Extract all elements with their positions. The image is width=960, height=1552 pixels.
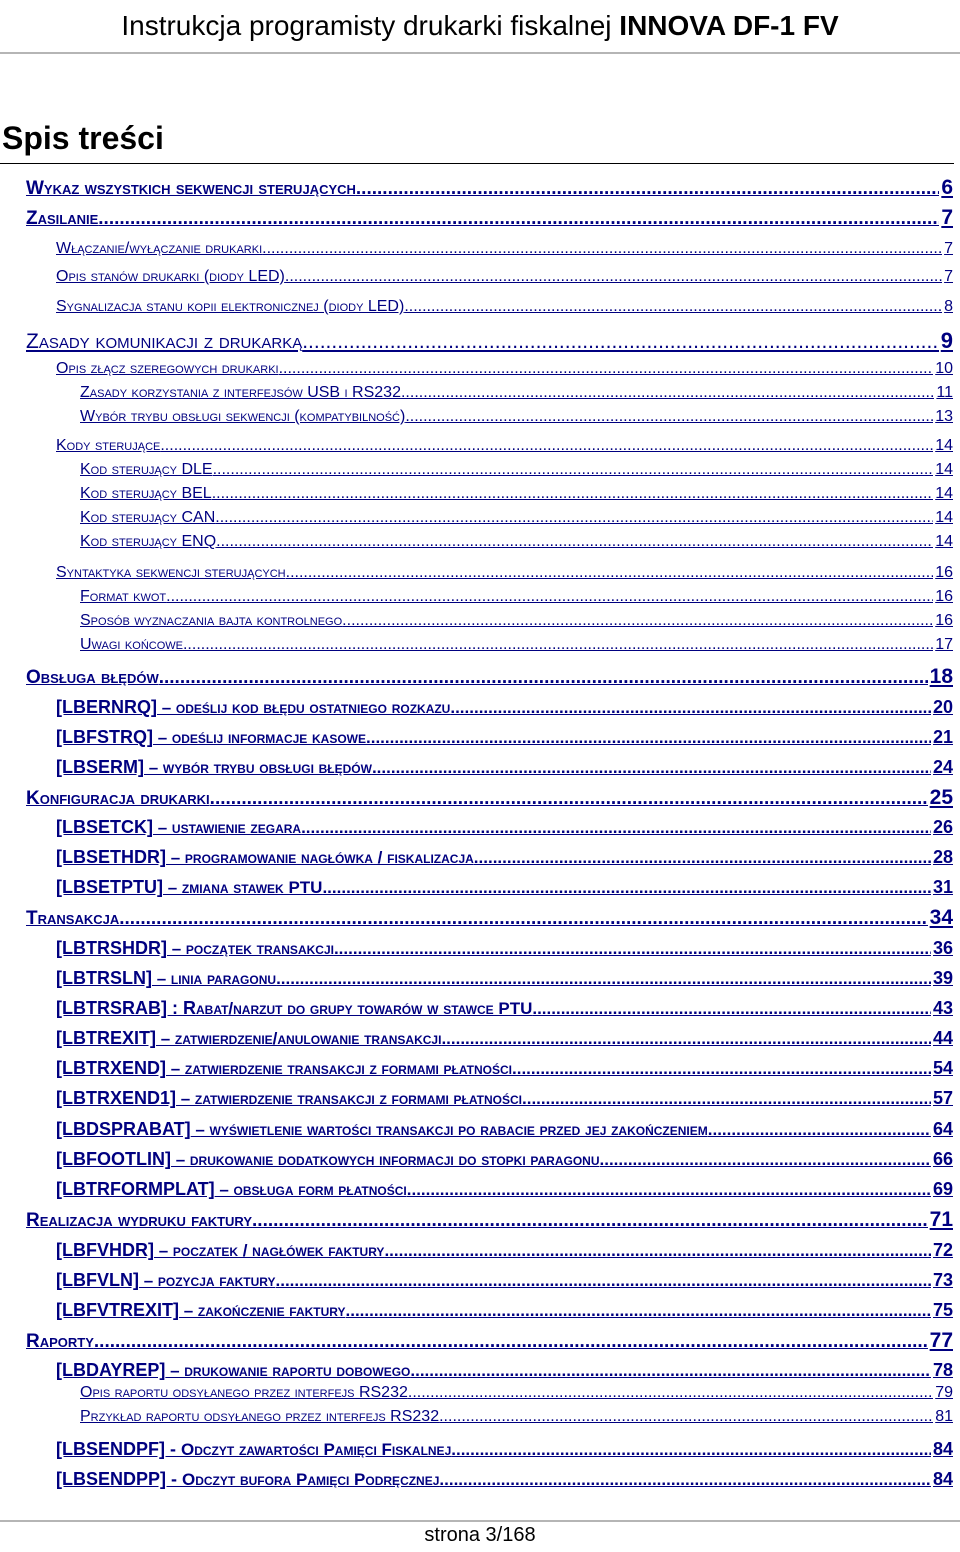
toc-entry-title	[26, 1331, 94, 1353]
toc-leader-dots	[276, 969, 931, 989]
toc-entry-code: [LBSETCK]	[56, 817, 153, 837]
toc-entry-text: Kod sterujący ENQ	[80, 533, 217, 550]
toc-leader-dots	[372, 758, 931, 778]
toc-leader-dots	[404, 298, 942, 316]
toc-entry-text: Odczyt zawartości Pamięci Fiskalnej	[181, 1440, 452, 1459]
toc-entry-title	[56, 1058, 512, 1079]
toc-entry[interactable]	[80, 408, 953, 426]
toc-entry-title	[56, 1119, 708, 1140]
toc-entry-text: Realizacja wydruku faktury	[26, 1210, 253, 1231]
toc-page-number: 44	[932, 1028, 953, 1048]
toc-leader-dots	[405, 408, 933, 426]
toc-entry-code: [LBFVLN]	[56, 1270, 139, 1290]
toc-page-number: 26	[932, 817, 953, 837]
toc-entry[interactable]	[26, 1329, 953, 1353]
toc-entry-title	[56, 1439, 451, 1460]
toc-entry[interactable]	[56, 847, 953, 868]
toc-entry-text: Kod sterujący DLE	[80, 461, 213, 478]
toc-leader-dots	[512, 1059, 931, 1079]
toc-page-number: 75	[932, 1300, 953, 1320]
toc-entry-text: Syntaktyka sekwencji sterujących	[56, 564, 286, 581]
toc-leader-dots	[215, 509, 933, 527]
toc-entry-text: Transakcja	[26, 908, 120, 929]
toc-entry-code: [LBSETHDR]	[56, 847, 166, 867]
toc-entry[interactable]	[56, 1028, 953, 1049]
toc-entry-text: – zatwierdzenie transakcji z formami płatności	[176, 1089, 522, 1108]
toc-leader-dots	[216, 533, 933, 551]
toc-entry-text: Kod sterujący CAN	[80, 509, 216, 526]
toc-leader-dots	[342, 612, 933, 630]
toc-entry-text: Zasady komunikacji z drukarką	[26, 330, 303, 353]
toc-entry-title	[56, 240, 262, 258]
toc-entry[interactable]	[26, 328, 953, 354]
toc-entry[interactable]	[56, 938, 953, 959]
toc-leader-dots	[708, 1120, 931, 1140]
toc-entry[interactable]	[80, 533, 953, 551]
toc-entry[interactable]	[56, 268, 953, 286]
toc-entry[interactable]	[56, 1439, 953, 1460]
toc-page-number: 14	[935, 509, 953, 526]
toc-entry[interactable]	[56, 298, 953, 316]
toc-entry[interactable]	[80, 1408, 953, 1426]
toc-entry-text: Format kwot	[80, 588, 167, 605]
toc-entry-text: – zatwierdzenie transakcji z formami płatności	[166, 1059, 512, 1078]
toc-leader-dots	[408, 1384, 933, 1402]
toc-page-number: 17	[935, 636, 953, 653]
toc-leader-dots	[474, 848, 931, 868]
toc-page-number: 14	[935, 533, 953, 550]
toc-page-number: 54	[932, 1058, 953, 1078]
toc-page-number: 14	[935, 485, 953, 502]
toc-entry-title	[56, 697, 450, 718]
toc-entry-code: [LBTRXEND]	[56, 1058, 166, 1078]
toc-entry-code: [LBERNRQ]	[56, 697, 157, 717]
toc-entry-title	[56, 564, 286, 582]
toc-entry-code: [LBSETPTU]	[56, 877, 163, 897]
toc-entry-title	[56, 1149, 600, 1170]
toc-entry-code: [LBDAYREP]	[56, 1360, 166, 1380]
toc-page-number: 78	[932, 1360, 953, 1380]
toc-entry[interactable]	[26, 176, 953, 200]
toc-entry-title	[80, 533, 216, 551]
toc-entry-title	[80, 636, 183, 654]
toc-page-number: 72	[932, 1240, 953, 1260]
toc-entry-title	[56, 877, 322, 898]
toc-leader-dots	[532, 999, 931, 1019]
toc-page-number: 79	[935, 1384, 953, 1401]
toc-entry-title	[80, 1408, 439, 1426]
toc-page-number: 7	[941, 206, 953, 229]
toc-entry-text: Zasady korzystania z interfejsów USB i RS232	[80, 384, 401, 401]
toc-entry-text: Raporty	[26, 1331, 94, 1352]
toc-page-number: 39	[932, 968, 953, 988]
toc-entry-text: – ustawienie zegara	[153, 818, 302, 837]
toc-entry[interactable]	[56, 1149, 953, 1170]
toc-entry-title	[26, 667, 159, 689]
toc-entry-code: [LBFVHDR]	[56, 1240, 154, 1260]
toc-entry-text: Zasilanie	[26, 208, 99, 229]
toc-entry[interactable]	[56, 757, 953, 778]
toc-entry-title	[80, 509, 215, 527]
toc-page-number: 71	[929, 1208, 953, 1231]
toc-leader-dots	[407, 1180, 931, 1200]
toc-entry[interactable]	[26, 206, 953, 230]
toc-leader-dots	[346, 1301, 931, 1321]
toc-page-number: 34	[929, 906, 953, 929]
toc-entry[interactable]	[56, 877, 953, 898]
toc-entry-title	[56, 998, 532, 1019]
header-divider	[0, 52, 960, 54]
toc-entry-text: Wykaz wszystkich sekwencji sterujących	[26, 178, 356, 199]
toc-leader-dots	[286, 564, 934, 582]
toc-entry-code: [LBSENDPP] -	[56, 1469, 182, 1489]
toc-leader-dots	[600, 1150, 931, 1170]
toc-page-number: 6	[941, 176, 953, 199]
toc-leader-dots	[302, 330, 939, 354]
toc-entry-code: [LBFVTREXIT]	[56, 1300, 179, 1320]
toc-entry-title	[80, 408, 405, 426]
toc-page-number: 84	[932, 1439, 953, 1459]
toc-entry-text: – wybór trybu obsługi błędów	[144, 758, 372, 777]
toc-entry-title	[56, 757, 372, 778]
toc-entry[interactable]	[26, 665, 953, 689]
toc-heading: Spis treści	[2, 120, 164, 156]
toc-page-number: 36	[932, 938, 953, 958]
toc-entry-title	[26, 788, 210, 810]
toc-entry[interactable]	[56, 727, 953, 748]
toc-leader-dots	[183, 636, 933, 654]
toc-leader-dots	[210, 788, 928, 810]
toc-entry-title	[80, 384, 401, 402]
toc-entry-text: – obsługa form płatności	[214, 1180, 407, 1199]
toc-entry-text: Obsługa błędów	[26, 667, 159, 688]
toc-entry-text: – poczatek / nagłówek faktury	[153, 1241, 385, 1260]
toc-page-number: 10	[935, 360, 953, 377]
toc-entry[interactable]	[56, 1270, 953, 1291]
toc-leader-dots	[160, 437, 933, 455]
toc-entry-title	[26, 330, 302, 354]
toc-page-number: 69	[932, 1179, 953, 1199]
toc-entry-text: – początek transakcji	[166, 939, 334, 958]
toc-entry[interactable]	[26, 906, 953, 930]
toc-page-number: 66	[932, 1149, 953, 1169]
toc-entry-title	[56, 360, 279, 378]
toc-entry[interactable]	[56, 1240, 953, 1261]
toc-entry-code: [LBSENDPF] -	[56, 1439, 181, 1459]
toc-entry-text: Konfiguracja drukarki	[26, 788, 210, 809]
toc-entry-text: – pozycja faktury	[138, 1271, 276, 1290]
toc-entry-title	[56, 1179, 407, 1200]
toc-entry[interactable]	[56, 968, 953, 989]
toc-entry-title	[56, 1360, 410, 1381]
toc-leader-dots	[439, 1408, 933, 1426]
toc-entry-text: Opis raportu odsyłanego przez interfejs RS232	[80, 1384, 408, 1401]
toc-entry-text: Wybór trybu obsługi sekwencji (kompatybilność)	[80, 408, 406, 425]
toc-page-number: 16	[935, 564, 953, 581]
toc-page-number: 9	[940, 328, 953, 353]
toc-entry-text: – odeślij kod błędu ostatniego rozkazu	[157, 698, 451, 717]
toc-entry[interactable]	[80, 461, 953, 479]
toc-entry-title	[80, 588, 166, 606]
toc-entry[interactable]	[56, 697, 953, 718]
toc-entry-text: – programowanie nagłówka / fiskalizacja	[166, 848, 474, 867]
toc-entry[interactable]	[56, 1300, 953, 1321]
toc-entry-code: [LBDSPRABAT]	[56, 1119, 191, 1139]
toc-entry[interactable]	[56, 1058, 953, 1079]
toc-entry-text: Sposób wyznaczania bajta kontrolnego	[80, 612, 343, 629]
toc-leader-dots	[522, 1089, 931, 1109]
toc-page-number: 31	[932, 877, 953, 897]
toc-leader-dots	[451, 1440, 931, 1460]
toc-entry-title	[56, 1240, 384, 1261]
toc-leader-dots	[410, 1361, 931, 1381]
toc-entry[interactable]	[56, 360, 953, 378]
toc-leader-dots	[384, 1241, 931, 1261]
toc-page-number: 16	[935, 588, 953, 605]
toc-leader-dots	[213, 461, 934, 479]
toc-page-number: 14	[935, 461, 953, 478]
toc-entry-text: – zmiana stawek PTU	[163, 878, 323, 897]
toc-page-number: 7	[944, 240, 953, 257]
toc-entry-title	[56, 968, 276, 989]
toc-page-number: 18	[929, 665, 953, 688]
toc-entry-text: Opis stanów drukarki (diody LED)	[56, 268, 285, 285]
toc-leader-dots	[252, 1210, 928, 1232]
toc-entry-code: [LBSERM]	[56, 757, 144, 777]
toc-leader-dots	[301, 818, 931, 838]
toc-entry[interactable]	[80, 485, 953, 503]
toc-entry-title	[56, 1270, 276, 1291]
toc-entry[interactable]	[56, 1469, 953, 1490]
toc-page-number: 57	[932, 1088, 953, 1108]
toc-page-number: 28	[932, 847, 953, 867]
toc-leader-dots	[441, 1029, 931, 1049]
toc-page-number: 64	[932, 1119, 953, 1139]
toc-entry-title	[26, 208, 98, 230]
toc-entry-text: – zatwierdzenie/anulowanie transakcji	[155, 1029, 442, 1048]
document-title	[121, 10, 838, 42]
page-number: strona 3/168	[424, 1524, 536, 1546]
toc-entry-code: [LBTRSLN]	[56, 968, 152, 988]
toc-entry-text: abat/narzut do grupy towarów w stawce PTU	[195, 999, 533, 1018]
toc-entry[interactable]	[56, 240, 953, 258]
toc-page-number: 13	[935, 408, 953, 425]
toc-leader-dots	[279, 360, 934, 378]
toc-entry-text: Włączanie/wyłączanie drukarki	[56, 240, 263, 257]
toc-entry[interactable]	[56, 1119, 953, 1140]
toc-entry-text: – linia paragonu	[151, 969, 277, 988]
toc-entry[interactable]	[56, 998, 953, 1019]
title-bold: INNOVA DF-1 FV	[619, 10, 839, 41]
toc-entry-title	[26, 178, 356, 200]
toc-entry-title	[56, 1028, 441, 1049]
toc-page-number: 77	[929, 1329, 953, 1352]
toc-entry[interactable]	[80, 1384, 953, 1402]
toc-leader-dots	[166, 588, 933, 606]
toc-entry[interactable]	[56, 437, 953, 455]
toc-entry-title	[80, 1384, 408, 1402]
toc-entry[interactable]	[56, 817, 953, 838]
toc-page-number: 81	[935, 1408, 953, 1425]
toc-entry-text: Kody sterujące	[56, 437, 161, 454]
toc-leader-dots	[334, 939, 931, 959]
toc-entry-title	[56, 1469, 439, 1490]
page-header	[0, 0, 960, 52]
toc-page-number: 16	[935, 612, 953, 629]
toc-entry-title	[26, 908, 119, 930]
toc-page-number: 24	[932, 757, 953, 777]
toc-entry[interactable]	[80, 384, 953, 402]
toc-leader-dots	[285, 268, 942, 286]
toc-entry-code: [LBTREXIT]	[56, 1028, 156, 1048]
toc-entry-text: – zakończenie faktury	[179, 1301, 346, 1320]
toc-entry-code: [LBTRFORMPLAT]	[56, 1179, 215, 1199]
toc-entry-text: Sygnalizacja stanu kopii elektronicznej (diody LED)	[56, 298, 405, 315]
toc-leader-dots	[450, 698, 931, 718]
toc-entry[interactable]	[26, 786, 953, 810]
toc-leader-dots	[94, 1331, 928, 1353]
toc-entry-code: [LBTRSRAB] : R	[56, 998, 196, 1018]
toc-leader-dots	[322, 878, 931, 898]
toc-entry[interactable]	[80, 509, 953, 527]
toc-page-number: 25	[929, 786, 953, 809]
toc-entry-code: [LBFSTRQ]	[56, 727, 153, 747]
toc-leader-dots	[159, 667, 928, 689]
toc-page-number: 8	[944, 298, 953, 315]
toc-entry-text: Odczyt bufora Pamięci Podręcznej	[182, 1470, 440, 1489]
toc-leader-dots	[401, 384, 934, 402]
toc-entry[interactable]	[56, 1360, 953, 1381]
toc-entry[interactable]	[80, 636, 953, 654]
toc-entry-code: [LBTRSHDR]	[56, 938, 167, 958]
toc-page-number: 73	[932, 1270, 953, 1290]
toc-entry[interactable]	[56, 564, 953, 582]
toc-entry-title	[56, 437, 160, 455]
toc-entry[interactable]	[80, 588, 953, 606]
toc-leader-dots	[212, 485, 934, 503]
toc-entry-title	[56, 1088, 522, 1109]
toc-entry-code: [LBTRXEND1]	[56, 1088, 176, 1108]
toc-entry[interactable]	[26, 1208, 953, 1232]
toc-entry-text: Opis złącz szeregowych drukarki	[56, 360, 279, 377]
toc-entry-title	[56, 847, 474, 868]
toc-page-number: 84	[932, 1469, 953, 1489]
title-regular: Instrukcja programisty drukarki fiskalnej	[121, 10, 620, 41]
toc-page-number: 21	[932, 727, 953, 747]
toc-leader-dots	[439, 1470, 931, 1490]
toc-entry-title	[56, 727, 366, 748]
toc-entry-title	[26, 1210, 252, 1232]
toc-page-number: 14	[935, 437, 953, 454]
toc-entry-title	[56, 817, 301, 838]
toc-leader-dots	[98, 208, 939, 230]
toc-entry-title	[56, 1300, 346, 1321]
toc-entry-text: – wyświetlenie wartości transakcji po rabacie przed jej zakończeniem	[190, 1120, 708, 1139]
toc-entry-title	[56, 298, 404, 316]
toc-page-number: 11	[936, 384, 953, 401]
toc-entry-text: – drukowanie dodatkowych informacji do stopki paragonu	[170, 1150, 600, 1169]
toc-page-number: 7	[944, 268, 953, 285]
toc-entry-text: – odeślij informacje kasowe	[152, 728, 367, 747]
toc-entry-title	[80, 461, 213, 479]
toc-entry-text: – drukowanie raportu dobowego	[165, 1361, 411, 1380]
toc-entry-text: Przykład raportu odsyłanego przez interfejs RS232	[80, 1408, 440, 1425]
toc-entry-title	[80, 485, 212, 503]
toc-leader-dots	[119, 908, 927, 930]
toc-entry-title	[80, 612, 342, 630]
toc-entry-title	[56, 938, 334, 959]
toc-entry-text: Kod sterujący BEL	[80, 485, 212, 502]
toc-leader-dots	[276, 1271, 931, 1291]
toc-leader-dots	[262, 240, 942, 258]
toc-entry[interactable]	[80, 612, 953, 630]
toc-entry[interactable]	[56, 1088, 953, 1109]
toc-leader-dots	[366, 728, 931, 748]
toc-page-number: 20	[932, 697, 953, 717]
footer-divider	[0, 1520, 960, 1522]
toc-page-number: 43	[932, 998, 953, 1018]
toc-leader-dots	[356, 178, 939, 200]
toc-entry-text: Uwagi końcowe	[80, 636, 183, 653]
toc-entry-title	[56, 268, 285, 286]
toc-entry-code: [LBFOOTLIN]	[56, 1149, 171, 1169]
heading-divider	[0, 163, 954, 164]
toc-entry[interactable]	[56, 1179, 953, 1200]
